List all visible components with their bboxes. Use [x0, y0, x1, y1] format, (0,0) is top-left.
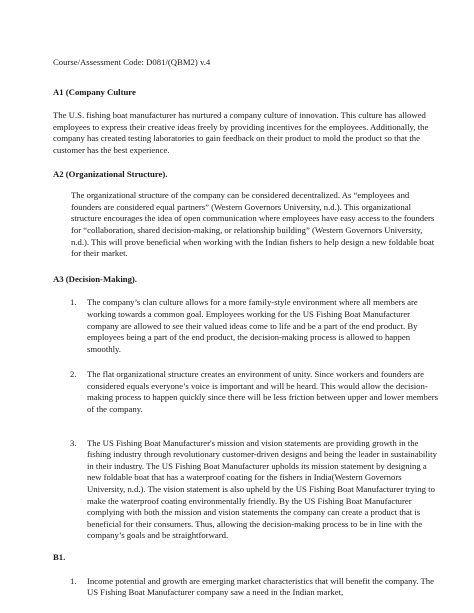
a3-list	[53, 297, 440, 542]
list-number: 1.	[70, 297, 77, 308]
list-text: The flat organizational structure creates an environment of unity. Since workers and founders are considered equals everyone’s voice is important and will be heard. This would allow the decision-making process to happen quickly since there will be less friction between upper and lower members of the company.	[87, 369, 439, 415]
list-item	[53, 576, 440, 599]
heading-a2: A2 (Organizational Structure).	[53, 168, 168, 179]
list-number: 1.	[70, 575, 77, 586]
course-code: Course/Assessment Code: D081/(QBM2) v.4	[53, 57, 211, 67]
heading-a3: A3 (Decision-Making).	[53, 273, 137, 284]
list-item	[53, 369, 440, 415]
heading-b1: B1.	[53, 552, 66, 562]
list-text: Income potential and growth are emerging market characteristics that will benefit the company. The US Fishing Boat Manufacturer company saw a need in the Indian market,	[87, 575, 434, 598]
list-text: The company’s clan culture allows for a more family-style environment where all members are working towards a common goal. Employees working for the US Fishing Boat Manufacturer company are allowed to see their valued ideas come to life and be a part of the end product. By employees being a part of the end product, the decision-making process is allowed to happen smoothly.	[87, 297, 418, 354]
list-item	[53, 438, 440, 542]
list-text: The US Fishing Boat Manufacturer's mission and vision statements are providing growth in the fishing industry through revolutionary customer-driven designs and being the leader in sustainability in their industry. The US Fishing Boat Manufacturer upholds its mission statement by designing a new foldable boat that has a waterproof coating for the fishers in India(Western Governors University, n.d.). The vision statement is also upheld by the US Fishing Boat Manufacturer trying to make the waterproof coating environmentally friendly. By the US Fishing Boat Manufacturer complying with both the mission and vision statements the company can create a product that is beneficial for their consumers. Thus, allowing the decision-making process to be in line with the company’s goals and be straightforward.	[87, 437, 437, 541]
paragraph-a1: The U.S. fishing boat manufacturer has nurtured a company culture of innovation. This culture has allowed employees to express their creative ideas freely by providing incentives for the employees. Additionally, the company has created testing laboratories to gain feedback on their product to mold the product so that the customer has the best experience.	[53, 110, 429, 155]
list-number: 3.	[70, 437, 77, 448]
b1-list	[53, 576, 440, 599]
list-number: 2.	[70, 369, 77, 380]
heading-a1: A1 (Company Culture	[53, 86, 136, 97]
paragraph-a2: The organizational structure of the company can be considered decentralized. As “employees and founders are considered equal partners” (Western Governors University, n.d.). This organizational structure encourages the idea of open communication where employees have easy access to the founders for “collaboration, shared decision-making, or relationship building” (Western Governors University, n.d.). This will prove beneficial when working with the Indian fishers to help design a new foldable boat for their market.	[71, 190, 435, 259]
list-item	[53, 297, 440, 355]
